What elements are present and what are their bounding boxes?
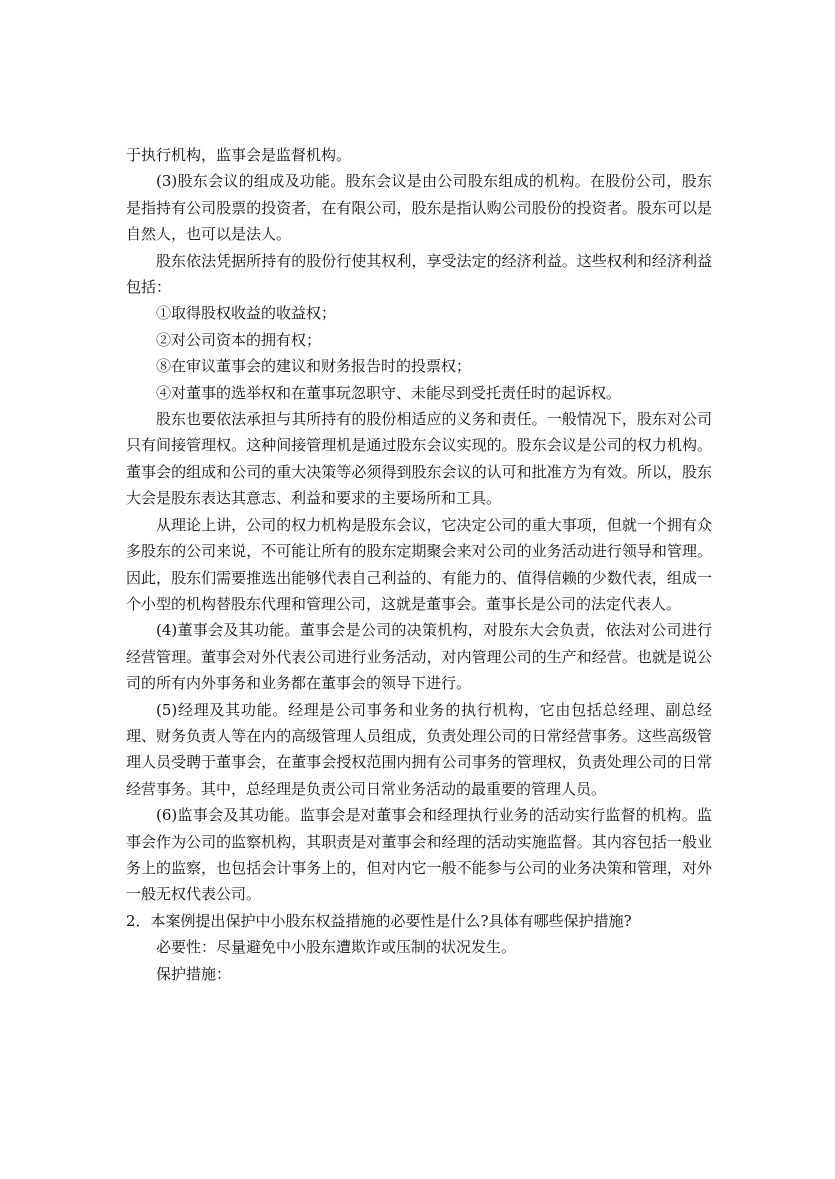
list-item-right-2: ②对公司资本的拥有权； (156, 330, 322, 349)
list-item-right-4: ④对董事的选举权和在董事玩忽职守、未能尽到受托责任时的起诉权。 (156, 383, 622, 402)
paragraph-board-function: (4)董事会及其功能。董事会是公司的决策机构，对股东大会负责，依法对公司进行经营管理。董事会对外代表公司进行业务活动，对内管理公司的生产和经营。也就是说公司的所有内外事务和业务都在董事会的领导下进行。 (126, 621, 712, 693)
paragraph-manager-function: (5)经理及其功能。经理是公司事务和业务的执行机构，它由包括总经理、副总经理、财务负责人等在内的高级管理人员组成，负责处理公司的日常经营事务。这些高级管理人员受聘于董事会，在董事会授权范围内拥有公司事务的管理权，负责处理公司的日常经营事务。其中，总经理是负责公司日常业务活动的最重要的管理人员。 (126, 700, 712, 798)
paragraph-continuation: 于执行机构，监事会是监督机构。 (126, 146, 352, 164)
paragraph-shareholders-meeting: (3)股东会议的组成及功能。股东会议是由公司股东组成的机构。在股份公司，股东是指持有公司股票的投资者，在有限公司，股东是指认购公司股份的投资者。股东可以是自然人，也可以是法人。 (126, 172, 712, 244)
document-body (126, 142, 712, 987)
paragraph-board-theory: 从理论上讲，公司的权力机构是股东会议，它决定公司的重大事项，但就一个拥有众多股东的公司来说，不可能让所有的股东定期聚会来对公司的业务活动进行领导和管理。因此，股东们需要推选出能够代表自己利益的、有能力的、值得信赖的少数代表，组成一个小型的机构替股东代理和管理公司，这就是董事会。董事长是公司的法定代表人。 (126, 515, 712, 613)
list-item-right-3: ⑧在审议董事会的建议和财务报告时的投票权； (156, 357, 472, 376)
list-item-right-1: ①取得股权收益的收益权； (156, 304, 337, 323)
measures-label: 保护措施： (156, 964, 232, 983)
necessity-line: 必要性：尽量避免中小股东遭欺诈或压制的状况发生。 (156, 938, 517, 957)
paragraph-supervisory-board: (6)监事会及其功能。监事会是对董事会和经理执行业务的活动实行监督的机构。监事会作为公司的监察机构，其职责是对董事会和经理的活动实施监督。其内容包括一般业务上的监察，也包括会计事务上的，但对内它一般不能参与公司的业务决策和管理，对外一般无权代表公司。 (126, 806, 712, 904)
paragraph-shareholder-duties: 股东也要依法承担与其所持有的股份相适应的义务和责任。一般情况下，股东对公司只有间接管理权。这种间接管理机是通过股东会议实现的。股东会议是公司的权力机构。董事会的组成和公司的重大决策等必须得到股东会议的认可和批准方为有效。所以，股东大会是股东表达其意志、利益和要求的主要场所和工具。 (126, 410, 712, 508)
question-heading: 2．本案例提出保护中小股东权益措施的必要性是什么?具体有哪些保护措施? (126, 911, 632, 930)
paragraph-shareholder-rights-intro: 股东依法凭据所持有的股份行使其权利，享受法定的经济利益。这些权利和经济利益包括： (126, 251, 712, 297)
